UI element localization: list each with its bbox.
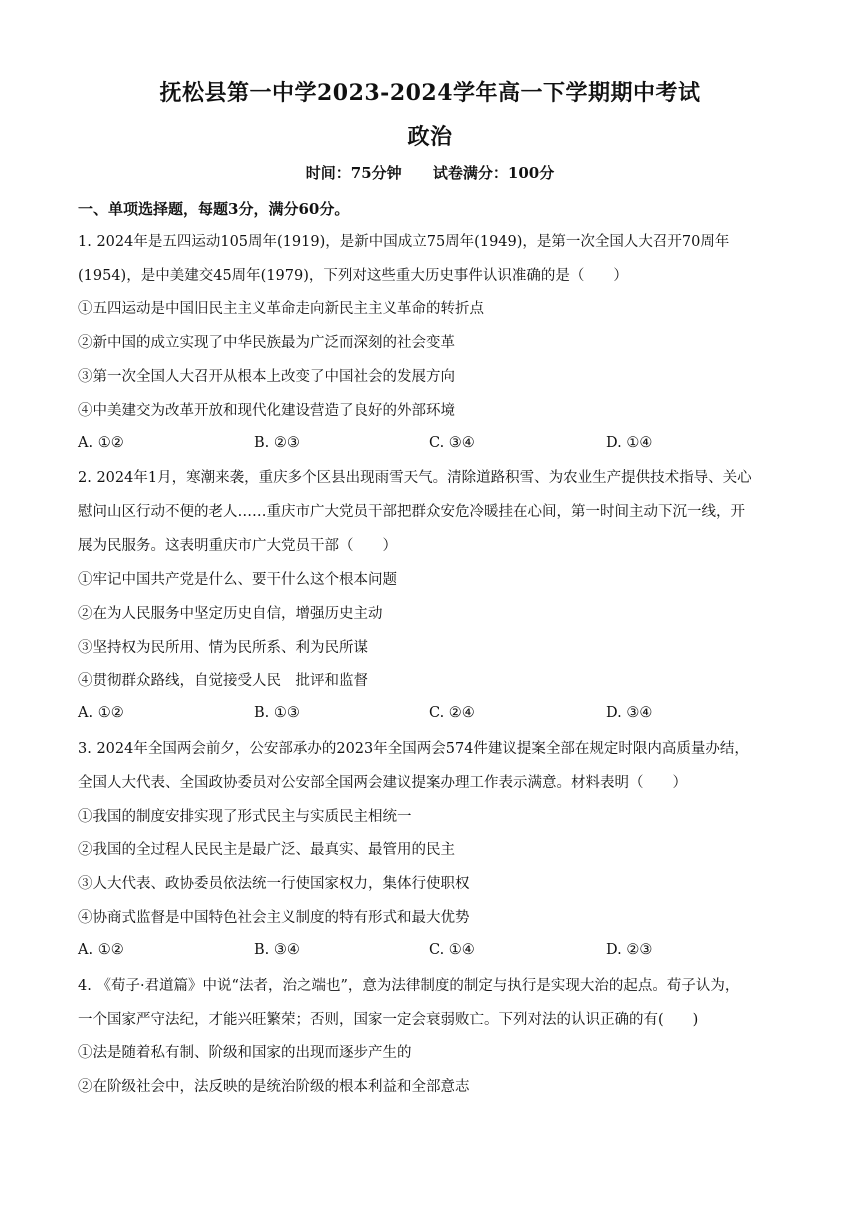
q4-stem-line-1: 4. 《荀子·君道篇》中说“法者，治之端也”，意为法律制度的制定与执行是实现大治的起点。荀子认为， [78,978,740,994]
subject-title: 政治 [407,124,453,150]
q4-statement-1: ①法是随着私有制、阶级和国家的出现而逐步产生的 [78,1045,412,1061]
q2-statement-4: ④贯彻群众路线，自觉接受人民 批评和监督 [78,673,368,689]
q4-stem-line-2: 一个国家严守法纪，才能兴旺繁荣；否则，国家一定会衰弱败亡。下列对法的认识正确的有( ) [78,1012,699,1028]
exam-title: 抚松县第一中学2023-2024学年高一下学期期中考试 [159,80,701,106]
q1-statement-3: ③第一次全国人大召开从根本上改变了中国社会的发展方向 [78,369,455,385]
exam-time: 时间：75分钟 [305,164,402,182]
q3-statement-1: ①我国的制度安排实现了形式民主与实质民主相统一 [78,809,412,825]
q2-option-a: A. ①② [78,705,124,721]
q4-statement-2: ②在阶级社会中，法反映的是统治阶级的根本利益和全部意志 [78,1079,470,1095]
q3-statement-2: ②我国的全过程人民民主是最广泛、最真实、最管用的民主 [78,842,455,858]
q3-statement-3: ③人大代表、政协委员依法统一行使国家权力，集体行使职权 [78,876,470,892]
q2-stem-line-2: 慰问山区行动不便的老人……重庆市广大党员干部把群众安危冷暖挂在心间，第一时间主动下沉一线，开 [78,504,745,520]
section-heading: 一、单项选择题，每题3分，满分60分。 [78,200,350,218]
q2-stem-line-1: 2. 2024年1月，寒潮来袭，重庆多个区县出现雨雪天气。清除道路积雪、为农业生产提供技术指导、关心 [78,470,752,486]
q3-statement-4: ④协商式监督是中国特色社会主义制度的特有形式和最大优势 [78,910,470,926]
q3-stem-line-1: 3. 2024年全国两会前夕，公安部承办的2023年全国两会574件建议提案全部在规定时限内高质量办结， [78,741,749,757]
q3-options [78,942,778,962]
q3-stem-line-2: 全国人大代表、全国政协委员对公安部全国两会建议提案办理工作表示满意。材料表明（ ） [78,775,687,791]
exam-full-score: 试卷满分：100分 [432,164,555,182]
q3-option-a: A. ①② [78,942,124,958]
q1-option-c: C. ③④ [429,435,475,451]
q2-option-c: C. ②④ [429,705,475,721]
exam-meta [0,162,860,183]
q1-option-d: D. ①④ [606,435,653,451]
q2-option-b: B. ①③ [254,705,300,721]
q3-option-d: D. ②③ [606,942,653,958]
q1-stem-line-1: 1. 2024年是五四运动105周年(1919)，是新中国成立75周年(1949)，是第一次全国人大召开70周年 [78,234,730,250]
q2-options [78,705,778,725]
q1-statement-4: ④中美建交为改革开放和现代化建设营造了良好的外部环境 [78,403,455,419]
q2-statement-1: ①牢记中国共产党是什么、要干什么这个根本问题 [78,572,397,588]
q1-options [78,435,778,455]
q1-statement-2: ②新中国的成立实现了中华民族最为广泛而深刻的社会变革 [78,335,455,351]
q2-stem-line-3: 展为民服务。这表明重庆市广大党员干部（ ） [78,538,397,554]
q2-statement-2: ②在为人民服务中坚定历史自信，增强历史主动 [78,606,383,622]
q1-option-b: B. ②③ [254,435,300,451]
q1-option-a: A. ①② [78,435,124,451]
q1-stem-line-2: (1954)，是中美建交45周年(1979)，下列对这些重大历史事件认识准确的是（ ） [78,268,628,284]
q3-option-c: C. ①④ [429,942,475,958]
q1-statement-1: ①五四运动是中国旧民主主义革命走向新民主主义革命的转折点 [78,301,484,317]
q2-option-d: D. ③④ [606,705,653,721]
q2-statement-3: ③坚持权为民所用、情为民所系、利为民所谋 [78,640,368,656]
q3-option-b: B. ③④ [254,942,300,958]
